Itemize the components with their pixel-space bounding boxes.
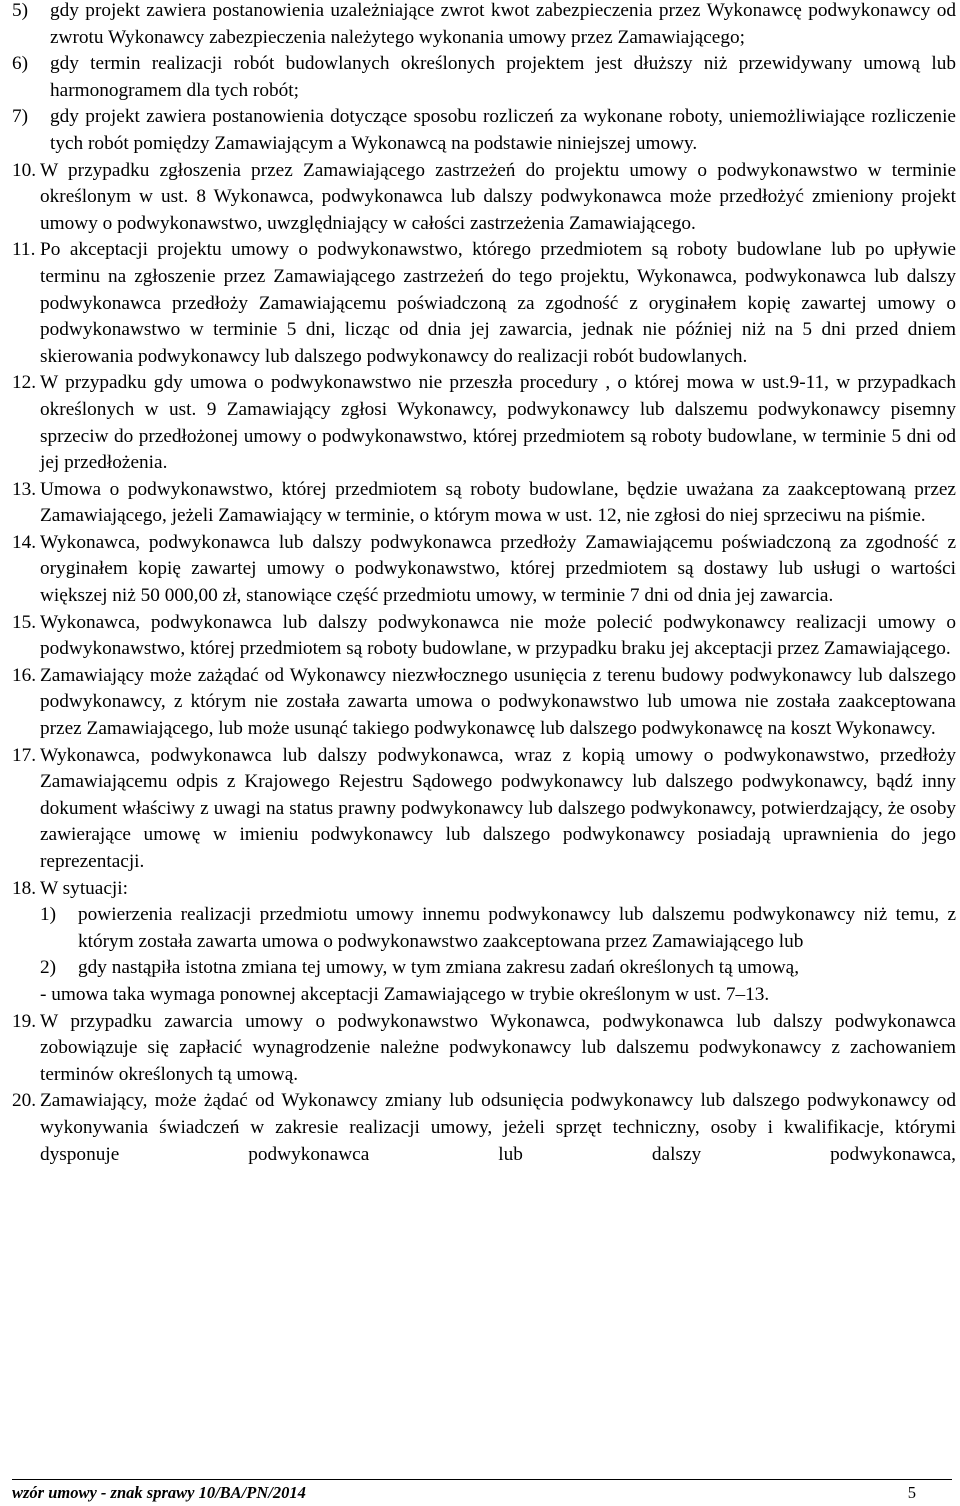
paragraph-text: Wykonawca, podwykonawca lub dalszy podwykonawca nie może polecić podwykonawcy realizacji umowy o podwykonawstwo, której przedmiotem są roboty budowlane, w przypadku braku jej akceptacji przez Zamawiającego.	[40, 611, 956, 660]
paragraph-number: 20.	[12, 1090, 37, 1112]
paragraph-text: Po akceptacji projektu umowy o podwykonawstwo, którego przedmiotem są roboty budowlane lub po upływie terminu na zgłoszenie przez Zamawiającego zastrzeżeń do tego projektu, Wykonawca, podwykonawca lub dalszy podwykonawca przedłoży Zamawiającemu poświadczoną za zgodność z oryginałem kopię zawartej umowy o podwykonawstwo w terminie 5 dni, licząc od dnia jej zawarcia, jednak nie później niż na 5 dni przed dniem skierowania podwykonawcy lub dalszego podwykonawcy do realizacji robót budowlanych.	[40, 239, 956, 367]
paragraph-13	[12, 477, 956, 530]
paragraph-17	[12, 743, 956, 876]
document-body	[12, 0, 956, 1168]
paragraph-14	[12, 530, 956, 610]
item-number: 1)	[40, 904, 57, 926]
paragraph-number: 18.	[12, 877, 37, 899]
paragraph-number: 17.	[12, 744, 37, 766]
page-number: 5	[907, 1483, 916, 1502]
footer-label: wzór umowy - znak sprawy 10/BA/PN/2014	[12, 1483, 306, 1502]
item-text: gdy termin realizacji robót budowlanych określonych projektem jest dłuższy niż przewidywany umową lub harmonogramem dla tych robót;	[50, 53, 956, 101]
list-item-5	[12, 0, 956, 51]
paragraph-text: W przypadku gdy umowa o podwykonawstwo nie przeszła procedury , o której mowa w ust.9-11, w przypadkach określonych w ust. 9 Zamawiający zgłosi Wykonawcy, podwykonawcy lub dalszemu podwykonawcy pisemny sprzeciw do przedłożonej umowy o podwykonawstwo, której przedmiotem są roboty budowlane, w terminie 5 dni od jej przedłożenia.	[40, 372, 956, 474]
item-text: powierzenia realizacji przedmiotu umowy innemu podwykonawcy lub dalszemu podwykonawcy niż temu, z którym została zawarta umowa o podwykonawstwo zaakceptowana przez Zamawiającego lub	[78, 904, 956, 952]
paragraph-number: 16.	[12, 664, 37, 686]
paragraph-18-item-2	[40, 955, 956, 982]
paragraph-15	[12, 610, 956, 663]
paragraph-12	[12, 370, 956, 476]
paragraph-16	[12, 663, 956, 743]
paragraph-text: Zamawiający, może żądać od Wykonawcy zmiany lub odsunięcia podwykonawcy lub dalszego podwykonawcy od wykonywania świadczeń w zakresie realizacji umowy, jeżeli sprzęt techniczny, osoby i kwalifikacje, którymi dysponuje podwykonawca lub dalszy podwykonawca,	[40, 1090, 956, 1165]
item-number: 2)	[40, 957, 57, 979]
paragraph-11	[12, 237, 956, 370]
item-text: - umowa taka wymaga ponownej akceptacji Zamawiającego w trybie określonym w ust. 7–13.	[40, 983, 770, 1005]
item-number: 5)	[12, 0, 29, 21]
item-number: 6)	[12, 53, 29, 75]
item-text: gdy projekt zawiera postanowienia dotyczące sposobu rozliczeń za wykonane roboty, uniemożliwiające rozliczenie tych robót pomiędzy Zamawiającym a Wykonawcą na podstawie niniejszej umowy.	[50, 106, 956, 154]
paragraph-number: 12.	[12, 372, 37, 394]
page-footer	[12, 1479, 952, 1504]
paragraph-number: 14.	[12, 531, 37, 553]
paragraph-number: 19.	[12, 1010, 37, 1032]
paragraph-text: Wykonawca, podwykonawca lub dalszy podwykonawca przedłoży Zamawiającemu poświadczoną za zgodność z oryginałem kopię zawartej umowy o podwykonawstwo, której przedmiotem są dostawy lub usługi o wartości większej niż 50 000,00 zł, stanowiące część przedmiotu umowy, w terminie 7 dni od dnia jej zawarcia.	[40, 531, 956, 607]
item-text: gdy nastąpiła istotna zmiana tej umowy, w tym zmiana zakresu zadań określonych tą umową,	[78, 957, 800, 979]
list-item-7	[12, 104, 956, 157]
paragraph-number: 11.	[12, 239, 36, 261]
paragraph-18	[12, 876, 956, 903]
paragraph-text: Umowa o podwykonawstwo, której przedmiotem są roboty budowlane, będzie uważana za zaakceptowaną przez Zamawiającego, jeżeli Zamawiający w terminie, o którym mowa w ust. 12, nie zgłosi do niej sprzeciwu na piśmie.	[40, 478, 956, 527]
paragraph-18-item-1	[40, 902, 956, 955]
item-text: gdy projekt zawiera postanowienia uzależniające zwrot kwot zabezpieczenia przez Wykonawcę podwykonawcy od zwrotu Wykonawcy zabezpieczenia należytego wykonania umowy przez Zamawiającego;	[50, 0, 956, 48]
paragraph-19	[12, 1009, 956, 1089]
paragraph-text: Zamawiający może zażądać od Wykonawcy niezwłocznego usunięcia z terenu budowy podwykonawcy lub dalszego podwykonawcy, z którym nie została zawarta umowa o podwykonawstwo lub umowa nie została zaakceptowana przez Zamawiającego, lub może usunąć takiego podwykonawcę lub dalszego podwykonawcę na koszt Wykonawcy.	[40, 664, 956, 740]
paragraph-text: Wykonawca, podwykonawca lub dalszy podwykonawca, wraz z kopią umowy o podwykonawstwo, przedłoży Zamawiającemu odpis z Krajowego Rejestru Sądowego podwykonawcy lub dalszego podwykonawcy, bądź inny dokument właściwy z uwagi na status prawny podwykonawcy lub dalszego podwykonawcy, potwierdzający, że osoby zawierające umowę w imieniu podwykonawcy lub dalszego podwykonawcy posiadają uprawnienia do jego reprezentacji.	[40, 744, 956, 872]
paragraph-text: W sytuacji:	[40, 877, 128, 899]
paragraph-text: W przypadku zawarcia umowy o podwykonawstwo Wykonawca, podwykonawca lub dalszy podwykonawca zobowiązuje się zapłacić wynagrodzenie należne podwykonawcy lub dalszemu podwykonawcy z zachowaniem terminów określonych tą umową.	[40, 1010, 956, 1085]
paragraph-number: 13.	[12, 478, 37, 500]
paragraph-number: 15.	[12, 611, 37, 633]
paragraph-18-conclusion	[40, 982, 956, 1009]
list-item-6	[12, 51, 956, 104]
item-number: 7)	[12, 106, 29, 128]
paragraph-number: 10.	[12, 159, 37, 181]
paragraph-20	[12, 1088, 956, 1168]
paragraph-10	[12, 158, 956, 238]
paragraph-text: W przypadku zgłoszenia przez Zamawiającego zastrzeżeń do projektu umowy o podwykonawstwo w terminie określonym w ust. 8 Wykonawca, podwykonawca lub dalszy podwykonawca może przedłożyć zmieniony projekt umowy o podwykonawstwo, uwzględniający w całości zastrzeżenia Zamawiającego.	[40, 159, 956, 234]
